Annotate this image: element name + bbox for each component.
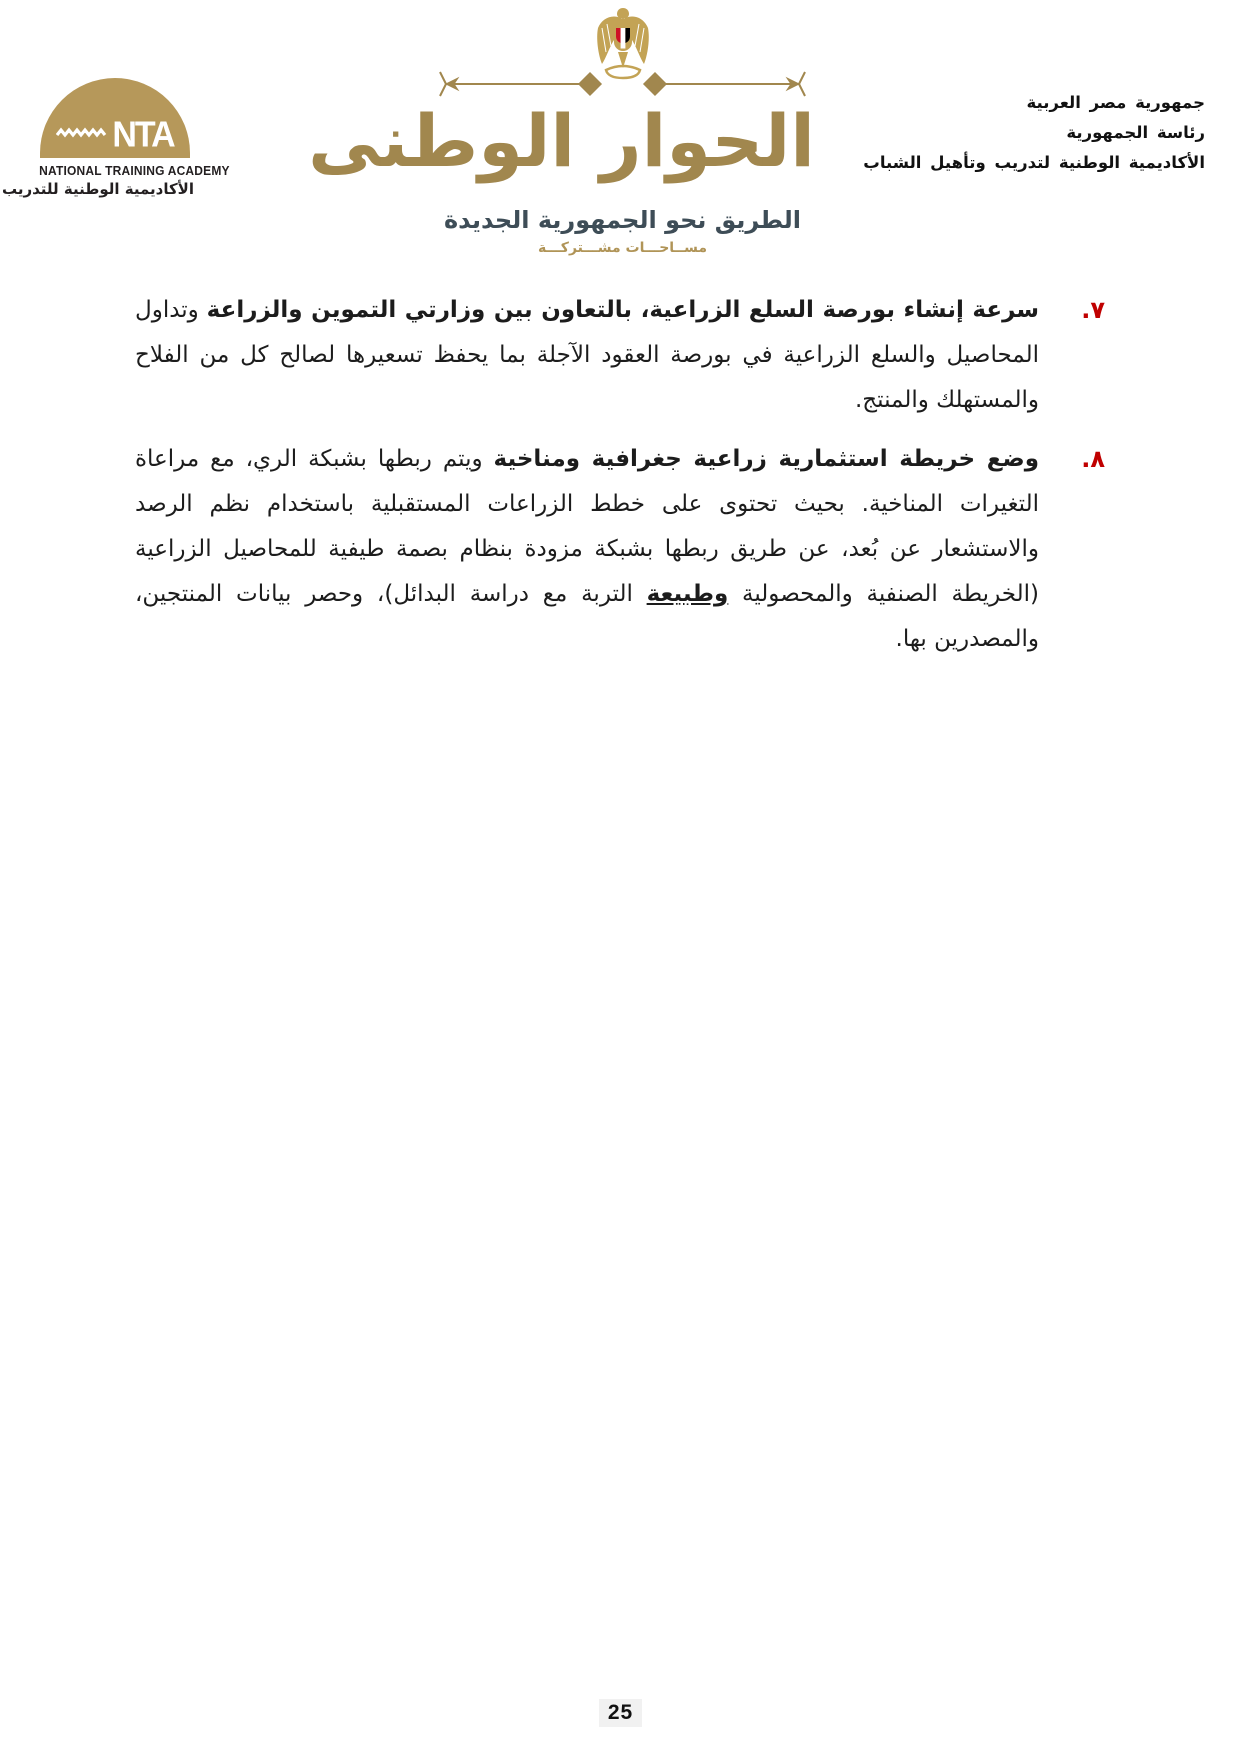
item-8-text-tail: التربة مع دراسة البدائل)، وحصر بيانات المنتجين، والمصدرين بها. <box>135 581 1039 652</box>
document-body <box>135 288 1105 676</box>
item-7-bold-text: سرعة إنشاء بورصة السلع الزراعية، بالتعاون بين وزارتي التموين والزراعة <box>206 297 1040 323</box>
dialogue-subtitle: مســاحـــات مشـــتركـــة <box>537 240 708 256</box>
republic-line-2: رئاسة الجمهورية <box>1066 123 1205 142</box>
nta-name-english: NATIONAL TRAINING ACADEMY <box>39 164 230 178</box>
list-number-7: ٧. <box>1081 296 1105 324</box>
nta-logo <box>1 78 230 198</box>
list-number-8: ٨. <box>1081 445 1105 473</box>
page-footer <box>0 1699 1241 1727</box>
list-item-8 <box>135 437 1105 662</box>
republic-line-3: الأكاديمية الوطنية لتدريب وتأهيل الشباب <box>863 153 1205 172</box>
item-8-bold-text: وضع خريطة استثمارية زراعية جغرافية ومناخية <box>493 446 1039 472</box>
republic-header-block <box>825 88 1205 178</box>
national-dialogue-logo <box>308 6 815 256</box>
dialogue-calligraphy-title: الحوار الوطنى <box>308 98 815 183</box>
dialogue-tagline: الطريق نحو الجمهورية الجديدة <box>444 206 801 234</box>
item-8-text: ويتم ربطها بشبكة الري، مع مراعاة التغيرات المناخية. بحيث تحتوى على خطط الزراعات المستقبلية باستخدام نظم الرصد والاستشعار عن بُعد، عن طريق ربطها بشبكة مزودة بنظام بصمة طيفية للمحاصيل الزراعية (الخريطة الصنفية والمحصولية <box>135 446 1039 607</box>
nta-dome-shape <box>40 78 190 158</box>
emblem-row <box>430 6 815 84</box>
page-number: 25 <box>599 1699 642 1727</box>
egypt-eagle-emblem-icon <box>592 6 654 84</box>
republic-line-1: جمهورية مصر العربية <box>1026 93 1205 112</box>
list-item-7 <box>135 288 1105 423</box>
nta-name-arabic: الأكاديمية الوطنية للتدريب <box>1 180 194 198</box>
zigzag-icon <box>56 126 108 144</box>
item-8-underlined-word: وطبيعة <box>646 581 729 607</box>
item-7-text: وتداول المحاصيل والسلع الزراعية في بورصة العقود الآجلة بما يحفظ تسعيرها لصالح كل من الفلاح والمستهلك والمنتج. <box>135 297 1039 413</box>
nta-acronym: NTA <box>112 115 174 155</box>
page-header <box>0 0 1241 270</box>
